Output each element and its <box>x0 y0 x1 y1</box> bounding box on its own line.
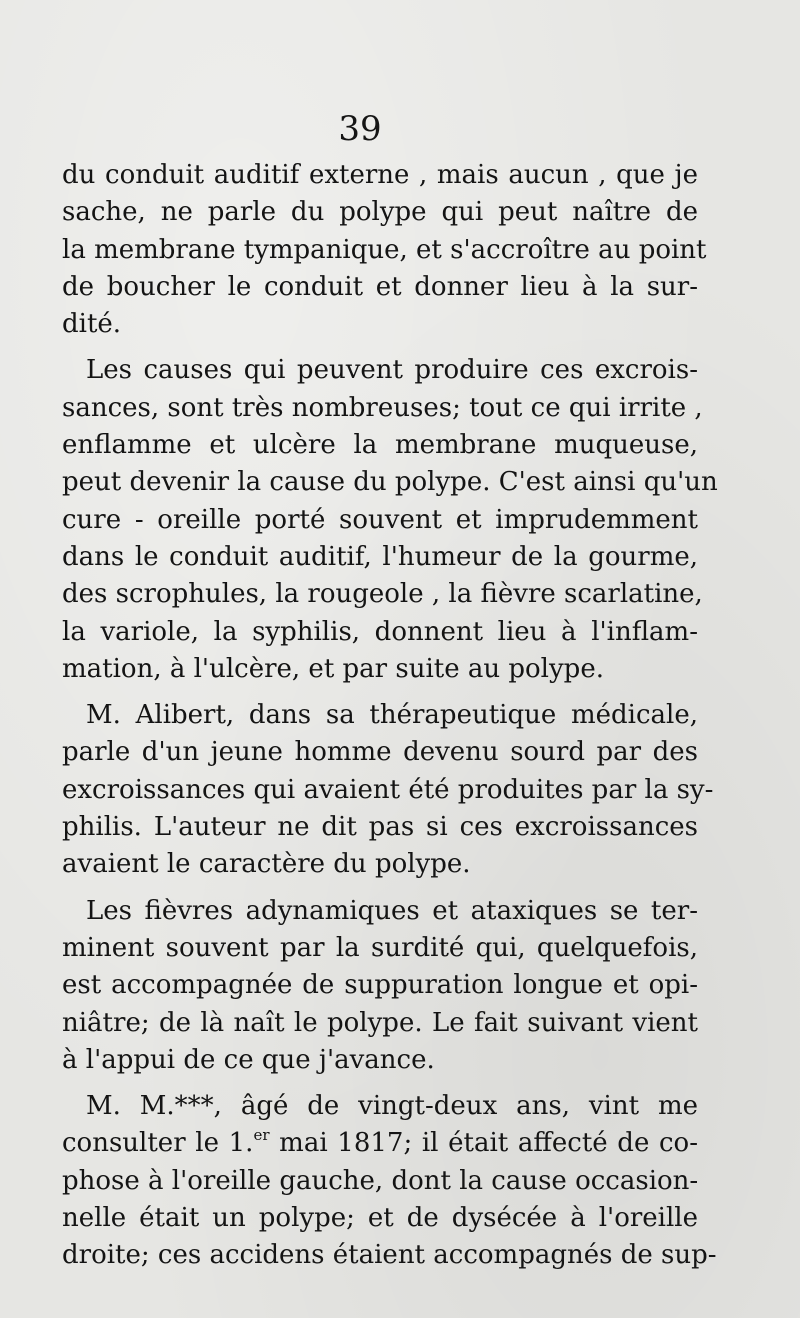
paragraph-4 <box>62 893 698 1079</box>
text-line-segment: consulter le 1. <box>62 1128 254 1159</box>
text-line: nelle était un polype; et de dysécée à l'oreille <box>62 1203 698 1234</box>
text-line: dans le conduit auditif, l'humeur de la gourme, <box>62 541 698 572</box>
text-line: la variole, la syphilis, donnent lieu à l'inflam- <box>62 616 698 647</box>
text-line: excroissances qui avaient été produites par la sy- <box>62 774 714 805</box>
text-line: M. Alibert, dans sa thérapeutique médicale, <box>86 700 698 731</box>
paragraph-1 <box>62 157 707 343</box>
text-line: parle d'un jeune homme devenu sourd par des <box>62 737 698 768</box>
text-line: est accompagnée de suppuration longue et opi- <box>62 970 698 1001</box>
text-line: des scrophules, la rougeole , la fièvre scarlatine, <box>62 579 703 610</box>
text-line-segment: mai 1817; il était affecté de co- <box>269 1128 698 1159</box>
text-line: philis. L'auteur ne dit pas si ces excroissances <box>62 812 698 843</box>
text-line: sances, sont très nombreuses; tout ce qui irrite , <box>62 392 703 423</box>
text-line: niâtre; de là naît le polype. Le fait suivant vient <box>62 1007 698 1038</box>
text-line <box>62 1125 698 1162</box>
page-number: 39 <box>338 109 382 149</box>
text-line: cure - oreille porté souvent et imprudemment <box>62 504 698 535</box>
ordinal-superscript: er <box>253 1125 270 1144</box>
text-line: de boucher le conduit et donner lieu à la sur- <box>62 271 698 302</box>
text-line: mation, à l'ulcère, et par suite au polype. <box>62 653 604 684</box>
text-line: du conduit auditif externe , mais aucun , que je <box>62 160 698 190</box>
text-line: M. M.***, âgé de vingt-deux ans, vint me <box>86 1091 698 1122</box>
text-line: sache, ne parle du polype qui peut naître de <box>62 197 698 228</box>
text-line: peut devenir la cause du polype. C'est ainsi qu'un <box>62 467 718 498</box>
paragraph-2 <box>62 352 718 688</box>
text-line: avaient le caractère du polype. <box>62 849 471 880</box>
text-line: la membrane tympanique, et s'accroître au point <box>62 234 707 265</box>
text-line: Les causes qui peuvent produire ces excrois- <box>86 355 698 386</box>
text-line: dité. <box>62 309 122 340</box>
text-line: minent souvent par la surdité qui, quelquefois, <box>62 932 698 963</box>
text-line: droite; ces accidens étaient accompagnés de sup- <box>62 1240 717 1271</box>
paragraph-3 <box>62 697 714 883</box>
text-line: enflamme et ulcère la membrane muqueuse, <box>62 430 698 461</box>
text-line: à l'appui de ce que j'avance. <box>62 1044 435 1075</box>
paragraph-5 <box>62 1088 717 1274</box>
text-line: Les fièvres adynamiques et ataxiques se ter- <box>86 895 698 926</box>
text-line: phose à l'oreille gauche, dont la cause occasion- <box>62 1165 699 1196</box>
body-text <box>62 157 718 1284</box>
